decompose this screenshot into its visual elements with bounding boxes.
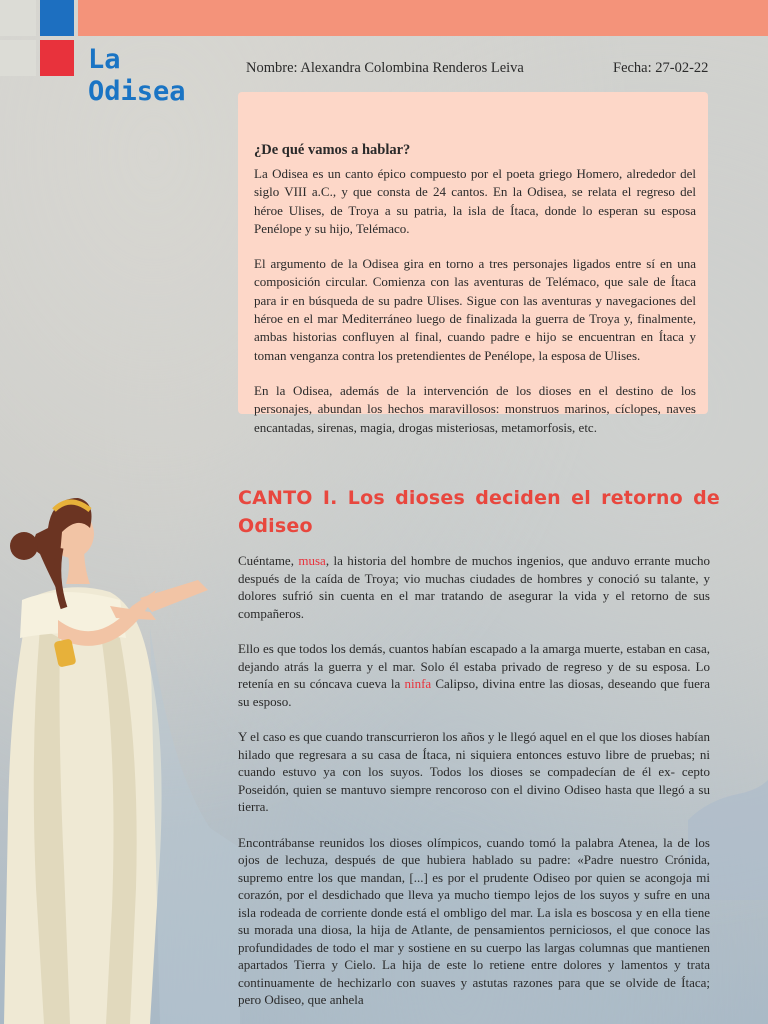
date-label: Fecha: 27-02-22 [613,60,709,76]
intro-paragraph-2: El argumento de la Odisea gira en torno a tres personajes ligados entre sí en una composición circular. Comienza con las aventuras de Telémaco, que sale de Ítaca para ir en búsqueda de su padre Ulises. Sigue con las aventuras y navegaciones del héroe en el mar Mediterráneo luego de finalizada la guerra de Troya y, finalmente, ambas historias confluyen al final, cuando padre e hijo se encuentran en Ítaca y toman venganza contra los pretendientes de Penélope, la esposa de Ulises. [254,256,696,363]
decor-square-gray-2 [0,40,36,76]
canto-text [238,552,710,1024]
title-line-2: Odisea [88,76,186,107]
title-line-1: La [88,44,121,75]
canto-paragraph-2 [238,640,710,710]
highlight-ninfa: ninfa [404,676,432,691]
canto-paragraph-4: Encontrábanse reunidos los dioses olímpicos, cuando tomó la palabra Atenea, la de los ojos de lechuza, después de que hubiera hablado su padre: «Padre nuestro Crónida, supremo entre los que mandan, [...] es por el prudente Odiseo por quien se acongoja mi corazón, por el desdichado que lleva ya mucho tiempo lejos de los suyos y sufre en una isla rodeada de corriente donde está el ombligo del mar. La isla es boscosa y en ella tiene su morada una diosa, la hija de Atlante, de pensamientos perniciosos, el que conoce las profundidades de todo el mar y sostiene en su cuerpo las largas columnas que mantienen apartados Tierra y Cielo. La hija de este lo retiene entre dolores y lamentos y trata continuamente de hechizarlo con suaves y astutas razones para que se olvide de Ítaca; pero Odiseo, que anhela [238,834,710,1007]
highlight-musa: musa [298,553,326,568]
canto-paragraph-1 [238,552,710,622]
page-title [88,44,186,108]
p1-text-end: , la historia del hombre de muchos ingenios, que anduvo errante mucho después de la caída de Troya; vio muchas ciudades de hombres y conoció su talante, y dolores sufrió sin cuenta en el mar tratando de asegurar la vida y el retorno de sus compañeros. [238,553,710,621]
intro-heading: ¿De qué vamos a hablar? [254,142,411,158]
p2-text-start: Ello es que todos los demás, cuantos habían escapado a la amarga muerte, estaban en casa, dejando atrás la guerra y el mar. Solo él estaba privado de regreso y de su esposa. Lo retenía en su cóncava cueva la [238,641,710,691]
top-color-band [78,0,768,36]
decor-square-red [40,40,74,76]
decor-square-blue [40,0,74,36]
intro-paragraph-3: En la Odisea, además de la intervención de los dioses en el destino de los personajes, abundan los hechos maravillosos: monstruos marinos, cíclopes, naves encantadas, sirenas, magia, drogas misteriosas, metamorfosis, etc. [254,382,696,435]
intro-text [254,165,696,454]
decor-square-gray [0,0,36,36]
student-name: Nombre: Alexandra Colombina Renderos Leiva [246,60,524,76]
p1-text-start: Cuéntame, [238,553,299,568]
intro-paragraph-1: La Odisea es un canto épico compuesto por el poeta griego Homero, alrededor del siglo VIII a.C., y que consta de 24 cantos. En la Odisea, se relata el regreso del héroe Ulises, de Troya a su patria, la isla de Ítaca, donde lo esperan su esposa Penélope y su hijo, Telémaco. [254,166,696,236]
woman-figure-illustration [0,488,240,1024]
p2-text-end: Calipso, divina entre las diosas, deseando que fuera su esposo. [238,676,710,709]
canto-paragraph-3: Y el caso es que cuando transcurrieron los años y le llegó aquel en el que los dioses habían hilado que regresara a su casa de Ítaca, ni siquiera entonces estuvo libre de pruebas; ni cuando estuvo ya con los suyos. Todos los dioses se compadecían de él ex- cepto Poseidón, quien se mantuvo siempre rencoroso con el divino Odiseo hasta que llegó a su tierra. [238,729,710,814]
canto-heading: CANTO I. Los dioses deciden el retorno de Odiseo [238,487,720,537]
